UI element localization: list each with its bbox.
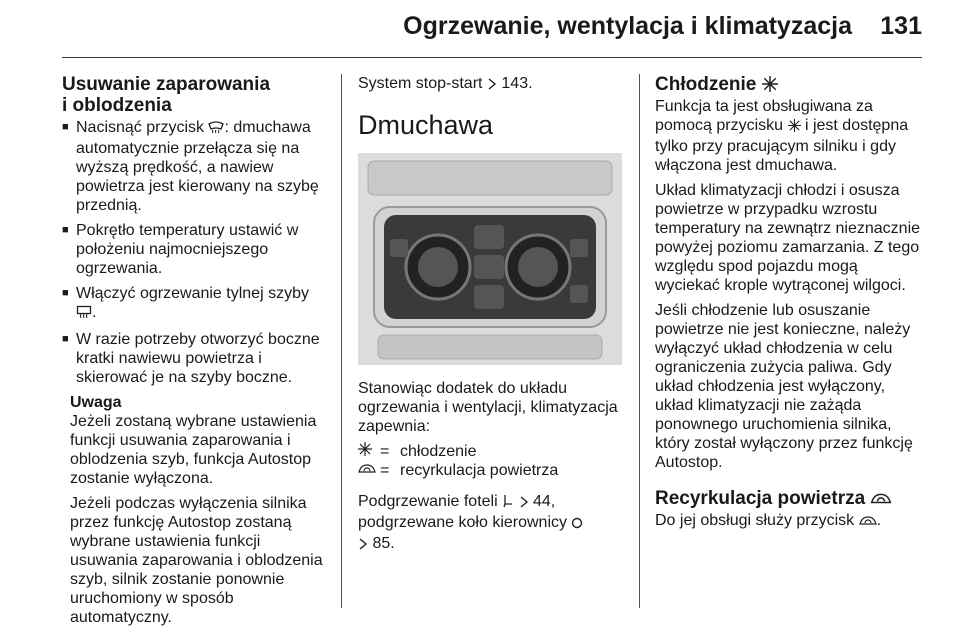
- reference-text: Podgrzewanie foteli: [358, 493, 498, 510]
- blower-paragraph: Stanowiąc dodatek do układu ogrzewania i wentylacji, klimatyzacja zapewnia:: [358, 380, 618, 435]
- snowflake-icon: [788, 118, 801, 137]
- column-defrost: [62, 74, 324, 633]
- page-reference-icon: [358, 536, 368, 555]
- legend-text: chłodzenie: [400, 443, 477, 460]
- note-paragraph: Jeżeli zostaną wybrane ustawienia funkcji usuwania zaparowania i oblodzenia szyb, funkcja Autostop zostanie wyłączona.: [70, 413, 317, 487]
- section-heading-recirculation: [655, 488, 925, 511]
- header-divider: [62, 57, 922, 58]
- paragraph-text: Funkcja ta jest obsługiwana za pomocą przycisku: [655, 98, 873, 134]
- legend-row: [358, 442, 624, 461]
- list-item-text: W razie potrzeby otworzyć boczne kratki nawiewu powietrza i skierować je na szyby boczne.: [76, 331, 320, 386]
- recirculation-icon: [870, 490, 892, 511]
- page-reference-icon: [519, 494, 529, 513]
- list-item: [62, 118, 324, 215]
- heading-text: Recyrkulacja powietrza: [655, 488, 866, 509]
- cooling-paragraph: [655, 97, 925, 175]
- header-title: Ogrzewanie, wentylacja i klimatyzacja: [403, 12, 852, 40]
- paragraph-text: .: [876, 512, 882, 529]
- list-item-text: Nacisnąć przycisk: [76, 119, 209, 136]
- list-item-text: Pokrętło temperatury ustawić w położeniu najmocniejszego ogrzewania.: [76, 222, 299, 277]
- equals-sign: =: [380, 462, 390, 479]
- page-header: [62, 8, 922, 52]
- section-heading-blower: Dmuchawa: [358, 110, 494, 140]
- section-heading-cooling: [655, 74, 925, 97]
- column-divider: [639, 74, 640, 608]
- list-item: [62, 284, 324, 324]
- legend-text: recyrkulacja powietrza: [400, 462, 559, 479]
- section-heading-defrost: [62, 74, 324, 116]
- recirculation-icon: [358, 461, 380, 480]
- legend: [358, 442, 624, 480]
- column-divider: [341, 74, 342, 608]
- reference-text: podgrzewane koło kierownicy: [358, 514, 567, 531]
- list-item-text: Włączyć ogrzewanie tylnej szyby: [76, 285, 309, 302]
- column-blower: [358, 74, 624, 555]
- cross-reference: [358, 74, 624, 95]
- rear-window-heating-icon: [76, 305, 92, 324]
- heading-line-2: i oblodzenia: [62, 95, 172, 116]
- column-cooling: [655, 74, 925, 532]
- recirculation-paragraph: [655, 511, 925, 532]
- page-reference-icon: [487, 76, 497, 95]
- list-item: [62, 221, 324, 278]
- equals-sign: =: [380, 443, 390, 460]
- seat-heating-icon: [502, 494, 514, 513]
- reference-page: 85.: [372, 535, 395, 552]
- instruction-list: [62, 118, 324, 387]
- seat-heating-reference: [358, 492, 624, 555]
- heading-line-1: Usuwanie zaparowania: [62, 74, 271, 95]
- list-item: [62, 330, 324, 387]
- reference-page: 143.: [501, 75, 533, 92]
- cooling-paragraph: Układ klimatyzacji chłodzi i osusza powietrze w przypadku wzrostu temperatury na zewnątrz nieznacznie powyżej poziomu zamarzania. Z tego względu spod pojazdu mogą wyciekać krople wytrąconej wilgoci.: [655, 182, 921, 294]
- snowflake-icon: [358, 442, 380, 461]
- recirculation-icon: [859, 513, 877, 532]
- reference-page: 44,: [533, 493, 556, 510]
- windshield-defrost-icon: [208, 120, 224, 139]
- control-panel-photo: [358, 153, 622, 365]
- note-paragraph: Jeżeli podczas wyłączenia silnika przez funkcję Autostop zostaną wybrane ustawienia funkcji usuwania zaparowania i oblodzenia szyb, silnik zostanie ponownie uruchomiony w sposób automatyczny.: [70, 495, 323, 626]
- paragraph-text: Do jej obsługi służy przycisk: [655, 512, 859, 529]
- page-number: 131: [880, 12, 922, 40]
- legend-row: [358, 461, 624, 480]
- heading-text: Chłodzenie: [655, 74, 757, 95]
- snowflake-icon: [762, 76, 778, 97]
- note-heading: Uwaga: [70, 394, 122, 411]
- reference-text: System stop-start: [358, 75, 483, 92]
- list-item-text: .: [92, 304, 97, 321]
- cooling-paragraph: Jeśli chłodzenie lub osuszanie powietrze nie jest konieczne, należy wyłączyć układ chłodzenia w celu ograniczenia zużycia paliwa. Gdy układ chłodzenia jest wyłączony, układ klimatyzacji nie zażąda ponownego uruchomienia silnika, który został wyłączony przez funkcję Autostop.: [655, 302, 913, 471]
- paragraph-text: i jest dostępna tylko przy pracującym silniku i gdy włączona jest dmuchawa.: [655, 117, 909, 174]
- list-item-text: : dmuchawa automatycznie przełącza się na wyższą prędkość, a nawiew powietrza jest kierowany na szybę przednią.: [76, 119, 319, 214]
- steering-wheel-heating-icon: [571, 515, 583, 534]
